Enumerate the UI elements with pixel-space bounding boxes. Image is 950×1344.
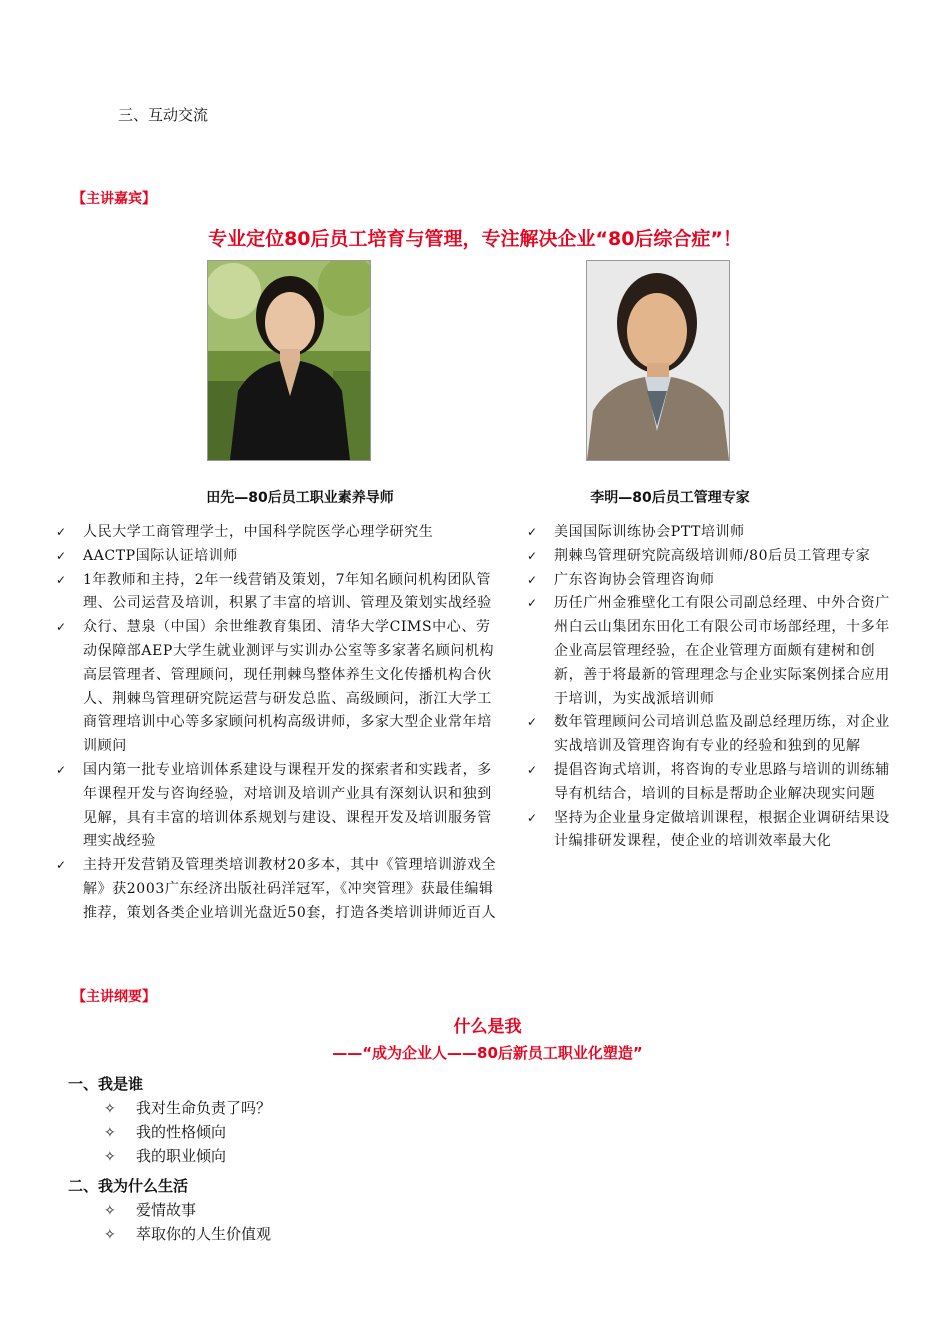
check-icon: ✓ xyxy=(527,810,538,825)
check-icon: ✓ xyxy=(56,525,67,539)
bio-item: ✓ 荆棘鸟管理研究院高级培训师/80后员工管理专家 xyxy=(527,545,897,569)
outline-subtitle: ——“成为企业人——80后新员工职业化塑造” xyxy=(332,1044,643,1062)
bio-item: ✓ 提倡咨询式培训，将咨询的专业思路与培训的训练辅导有机结合，培训的目标是帮助企业解决现实问题 xyxy=(527,759,897,807)
intro-item: 三、互动交流 xyxy=(118,106,209,124)
speaker-2-bio-list xyxy=(527,521,897,854)
outline-section-tag: 【主讲纲要】 xyxy=(72,989,156,1005)
headline: 专业定位80后员工培育与管理，专注解决企业“80后综合症”！ xyxy=(208,228,742,250)
check-icon: ✓ xyxy=(527,762,538,777)
diamond-icon: ✧ xyxy=(104,1227,116,1243)
bio-item: ✓ 人民大学工商管理学士，中国科学院医学心理学研究生 xyxy=(56,521,502,545)
check-icon: ✓ xyxy=(56,572,67,587)
check-icon: ✓ xyxy=(527,548,538,563)
bio-item: ✓ AACTP国际认证培训师 xyxy=(56,545,502,569)
check-icon: ✓ xyxy=(527,715,538,730)
list-item: ✧ 我的职业倾向 xyxy=(104,1147,227,1165)
bio-item: ✓ 数年管理顾问公司培训总监及副总经理历练，对企业实战培训及管理咨询有专业的经验和独到的见解 xyxy=(527,711,897,759)
speaker-2-caption: 李明—80后员工管理专家 xyxy=(590,490,750,506)
bio-item: ✓ 广东咨询协会管理咨询师 xyxy=(527,569,897,593)
check-icon: ✓ xyxy=(527,525,538,539)
check-icon: ✓ xyxy=(56,762,67,777)
bio-item: ✓ 1年教师和主持，2年一线营销及策划，7年知名顾问机构团队管理、公司运营及培训，积累了丰富的培训、管理及策划实战经验 xyxy=(56,569,502,617)
speaker-1-bio-list xyxy=(56,521,502,926)
diamond-icon: ✧ xyxy=(104,1203,116,1219)
list-item: ✧ 爱情故事 xyxy=(104,1201,197,1219)
check-icon: ✓ xyxy=(56,620,67,635)
bio-item: ✓ 历任广州金雅壁化工有限公司副总经理、中外合资广州白云山集团东田化工有限公司市场部经理，十多年企业高层管理经验，在企业管理方面颇有建树和创新，善于将最新的管理理念与企业实际案例揉合应用于培训，为实战派培训师 xyxy=(527,592,897,711)
check-icon: ✓ xyxy=(527,596,538,611)
bio-item: ✓ 主持开发营销及管理类培训教材20多本，其中《管理培训游戏全解》获2003广东经济出版社码洋冠军，《冲突管理》获最佳编辑推荐，策划各类企业培训光盘近50套，打造各类培训讲师近百人 xyxy=(56,854,502,925)
bio-item: ✓ 坚持为企业量身定做培训课程，根据企业调研结果设计编排研发课程，使企业的培训效率最大化 xyxy=(527,807,897,855)
speaker-1-caption: 田先—80后员工职业素养导师 xyxy=(206,490,394,506)
diamond-icon: ✧ xyxy=(104,1125,116,1141)
bio-item: ✓ 众行、慧泉（中国）余世维教育集团、清华大学CIMS中心、劳动保障部AEP大学生就业测评与实训办公室等多家著名顾问机构高层管理者、管理顾问，现任荆棘鸟整体养生文化传播机构合伙人、荆棘鸟管理研究院运营与研发总监、高级顾问，浙江大学工商管理培训中心等多家顾问机构高级讲师，多家大型企业常年培训顾问 xyxy=(56,616,502,759)
diamond-icon: ✧ xyxy=(104,1101,116,1117)
check-icon: ✓ xyxy=(56,858,67,873)
diamond-icon: ✧ xyxy=(104,1149,116,1165)
outline-title: 什么是我 xyxy=(453,1017,522,1037)
speaker-1-photo xyxy=(207,260,371,461)
check-icon: ✓ xyxy=(527,572,538,587)
list-item: ✧ 我的性格倾向 xyxy=(104,1123,227,1141)
check-icon: ✓ xyxy=(56,548,67,563)
guest-section-tag: 【主讲嘉宾】 xyxy=(72,191,156,207)
section-title: 二、我为什么生活 xyxy=(68,1177,189,1195)
bio-item: ✓ 国内第一批专业培训体系建设与课程开发的探索者和实践者，多年课程开发与咨询经验，对培训及培训产业具有深刻认识和独到见解，具有丰富的培训体系规划与建设、课程开发及培训服务管理实战经验 xyxy=(56,759,502,854)
list-item: ✧ 萃取你的人生价值观 xyxy=(104,1225,272,1243)
speaker-2-photo xyxy=(586,260,730,461)
bio-item: ✓ 美国国际训练协会PTT培训师 xyxy=(527,521,897,545)
list-item: ✧ 我对生命负责了吗？ xyxy=(104,1099,272,1117)
section-title: 一、我是谁 xyxy=(68,1075,144,1093)
